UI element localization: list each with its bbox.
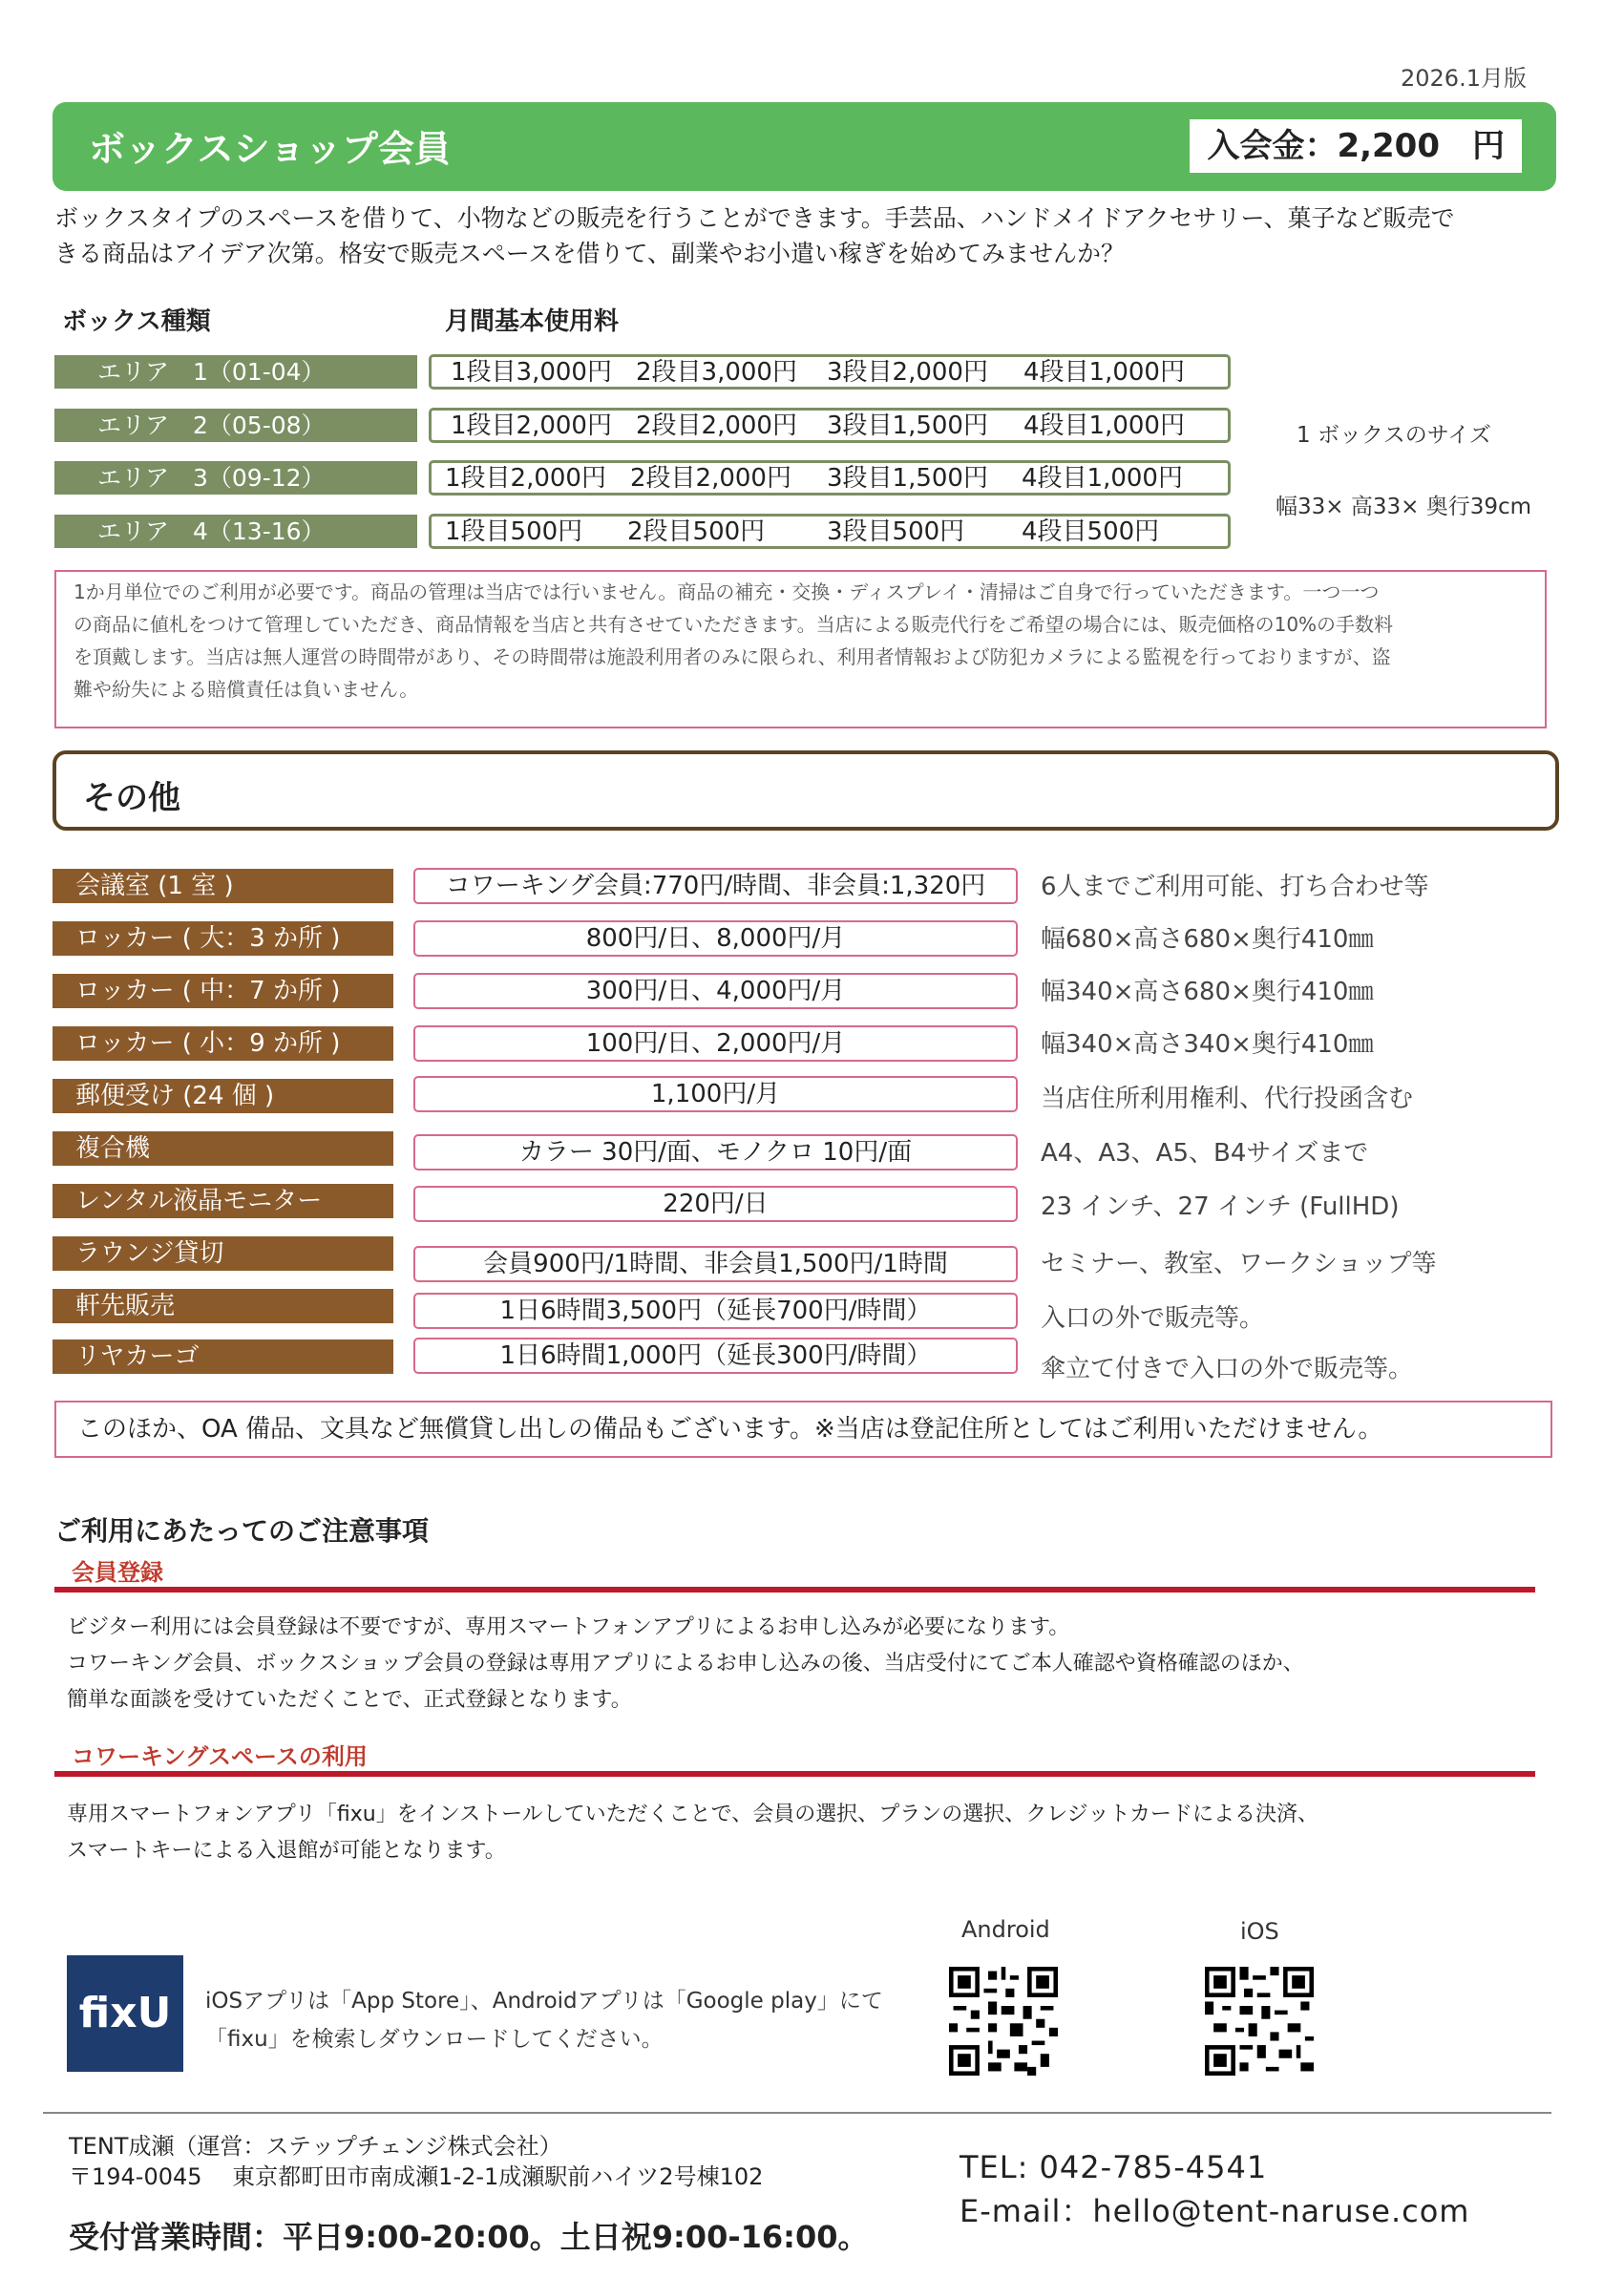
area-label-1: エリア 1（01-04）	[54, 355, 417, 389]
service-note-mailbox: 当店住所利用権利、代行投函含む	[1041, 1085, 1414, 1113]
service-label-locker-small: ロッカー ( 小：9 か所 )	[53, 1026, 393, 1061]
member-registration-text	[67, 1610, 1304, 1719]
member-registration-divider	[54, 1587, 1535, 1592]
notice-line-4: 難や紛失による賠償責任は負いません。	[74, 678, 419, 701]
service-note-locker-small: 幅340×高さ340×奥行410㎜	[1041, 1030, 1374, 1059]
service-note-copier: A4、A3、A5、B4サイズまで	[1041, 1139, 1369, 1168]
box-size-value: 幅33× 高33× 奥行39cm	[1276, 495, 1532, 519]
notice-line-3: を頂戴します。当店は無人運営の時間帯があり、その時間帯は施設利用者のみに限られ、利用者情報および防犯カメラによる監視を行っておりますが、盗	[74, 645, 1391, 668]
area-price-row-1	[429, 354, 1231, 390]
ios-label: iOS	[1240, 1918, 1279, 1945]
service-note-storefront: 入口の外で販売等。	[1041, 1304, 1265, 1333]
service-price-locker-small: 100円/日、2,000円/月	[413, 1025, 1018, 1062]
area-4-tier-4: 4段目500円	[1022, 517, 1160, 546]
service-label-locker-large: ロッカー ( 大：3 か所 )	[53, 921, 393, 956]
notice-line-2: の商品に値札をつけて管理していただき、商品情報を当店と共有させていただきます。当店による販売代行をご希望の場合には、販売価格の10%の手数料	[74, 613, 1394, 636]
area-price-row-4	[429, 514, 1231, 549]
service-price-locker-medium: 300円/日、4,000円/月	[413, 973, 1018, 1009]
service-label-lounge: ラウンジ貸切	[53, 1236, 393, 1271]
member-line-1: ビジター利用には会員登録は不要ですが、専用スマートフォンアプリによるお申し込みが必要になります。	[67, 1615, 1070, 1639]
contact-phone[interactable]: TEL: 042-785-4541	[960, 2149, 1268, 2185]
service-label-copier: 複合機	[53, 1131, 393, 1166]
footer-divider	[43, 2112, 1551, 2114]
service-price-monitor: 220円/日	[413, 1186, 1018, 1222]
area-1-tier-2: 2段目3,000円	[636, 358, 797, 387]
service-label-storefront: 軒先販売	[53, 1289, 393, 1323]
area-price-row-2	[429, 408, 1231, 443]
area-3-tier-1: 1段目2,000円	[445, 464, 606, 493]
service-price-storefront: 1日6時間3,500円（延長700円/時間）	[413, 1293, 1018, 1329]
service-label-monitor: レンタル液晶モニター	[53, 1184, 393, 1218]
box-shop-banner	[53, 102, 1556, 191]
area-4-tier-1: 1段目500円	[445, 517, 583, 546]
service-note-cart: 傘立て付きで入口の外で販売等。	[1041, 1355, 1414, 1383]
area-1-tier-4: 4段目1,000円	[1023, 358, 1185, 387]
coworking-usage-title: コワーキングスペースの利用	[72, 1743, 368, 1770]
android-label: Android	[961, 1916, 1050, 1943]
area-label-2: エリア 2（05-08）	[54, 409, 417, 442]
caution-title: ご利用にあたってのご注意事項	[54, 1515, 430, 1547]
contact-email[interactable]: E-mail：hello@tent-naruse.com	[960, 2193, 1470, 2229]
fixu-logo: fixU	[67, 1955, 183, 2072]
area-3-tier-4: 4段目1,000円	[1022, 464, 1183, 493]
box-shop-notice	[54, 570, 1547, 728]
member-registration-title: 会員登録	[72, 1559, 163, 1586]
service-price-copier: カラー 30円/面、モノクロ 10円/面	[413, 1134, 1018, 1171]
box-size-title: 1 ボックスのサイズ	[1297, 423, 1491, 448]
misc-equipment-note: このほか、OA 備品、文具など無償貸し出しの備品もございます。※当店は登記住所としてはご利用いただけません。	[54, 1401, 1552, 1458]
android-qr-code-icon[interactable]	[949, 1967, 1058, 2076]
other-title: その他	[83, 779, 180, 817]
service-note-locker-large: 幅680×高さ680×奥行410㎜	[1041, 925, 1374, 954]
other-section-header	[53, 750, 1559, 831]
intro-line-1: ボックスタイプのスペースを借りて、小物などの販売を行うことができます。手芸品、ハンドメイドアクセサリー、菓子など販売で	[54, 204, 1455, 232]
service-price-lounge: 会員900円/1時間、非会員1,500円/1時間	[413, 1246, 1018, 1282]
service-price-meeting-room: コワーキング会員:770円/時間、非会員:1,320円	[413, 868, 1018, 904]
edition-label: 2026.1月版	[1401, 65, 1527, 92]
area-3-tier-3: 3段目1,500円	[827, 464, 988, 493]
service-label-meeting-room: 会議室 (1 室 )	[53, 869, 393, 903]
app-line-2: 「fixu」を検索しダウンロードしてください。	[205, 2027, 664, 2052]
area-3-tier-2: 2段目2,000円	[630, 464, 791, 493]
service-note-monitor: 23 インチ、27 インチ (FullHD)	[1041, 1192, 1400, 1221]
monthly-fee-header: 月間基本使用料	[445, 307, 620, 336]
coworking-usage-text	[67, 1797, 1318, 1869]
app-line-1: iOSアプリは「App Store」、Androidアプリは「Google play」にて	[205, 1989, 883, 2014]
notice-line-1: 1か月単位でのご利用が必要です。商品の管理は当店では行いません。商品の補充・交換・ディスプレイ・清掃はご自身で行っていただきます。一つ一つ	[74, 580, 1380, 603]
area-1-tier-3: 3段目2,000円	[827, 358, 988, 387]
area-4-tier-3: 3段目500円	[827, 517, 965, 546]
service-price-locker-large: 800円/日、8,000円/月	[413, 920, 1018, 957]
cowork-line-2: スマートキーによる入退館が可能となります。	[67, 1839, 506, 1863]
service-label-locker-medium: ロッカー ( 中：7 か所 )	[53, 974, 393, 1008]
area-2-tier-4: 4段目1,000円	[1023, 411, 1185, 440]
service-note-meeting-room: 6人までご利用可能、打ち合わせ等	[1041, 873, 1429, 901]
cowork-line-1: 専用スマートフォンアプリ「fixu」をインストールしていただくことで、会員の選択、プランの選択、クレジットカードによる決済、	[67, 1803, 1318, 1826]
company-name: TENT成瀬（運営：ステップチェンジ株式会社）	[69, 2133, 562, 2160]
area-2-tier-2: 2段目2,000円	[636, 411, 797, 440]
box-type-header: ボックス種類	[62, 307, 211, 336]
business-hours: 受付営業時間：平日9:00-20:00。土日祝9:00-16:00。	[69, 2219, 869, 2255]
service-label-cart: リヤカーゴ	[53, 1339, 393, 1374]
area-label-4: エリア 4（13-16）	[54, 515, 417, 548]
entry-fee: 入会金：2,200 円	[1190, 119, 1522, 173]
service-price-cart: 1日6時間1,000円（延長300円/時間）	[413, 1338, 1018, 1374]
coworking-usage-divider	[54, 1771, 1535, 1777]
service-price-mailbox: 1,100円/月	[413, 1076, 1018, 1112]
area-4-tier-2: 2段目500円	[627, 517, 766, 546]
member-line-2: コワーキング会員、ボックスショップ会員の登録は専用アプリによるお申し込みの後、当店受付にてご本人確認や資格確認のほか、	[67, 1652, 1304, 1676]
area-1-tier-1: 1段目3,000円	[451, 358, 612, 387]
area-price-row-3	[429, 460, 1231, 496]
company-address: 〒194-0045 東京都町田市南成瀬1-2-1成瀬駅前ハイツ2号棟102	[69, 2163, 764, 2190]
service-note-lounge: セミナー、教室、ワークショップ等	[1041, 1250, 1437, 1278]
area-label-3: エリア 3（09-12）	[54, 461, 417, 495]
intro-line-2: きる商品はアイデア次第。格安で販売スペースを借りて、副業やお小遣い稼ぎを始めてみませんか？	[54, 240, 1126, 267]
member-line-3: 簡単な面談を受けていただくことで、正式登録となります。	[67, 1688, 632, 1712]
area-2-tier-3: 3段目1,500円	[827, 411, 988, 440]
ios-qr-code-icon[interactable]	[1205, 1967, 1314, 2076]
area-2-tier-1: 1段目2,000円	[451, 411, 612, 440]
box-shop-title: ボックスショップ会員	[89, 128, 451, 170]
service-note-locker-medium: 幅340×高さ680×奥行410㎜	[1041, 978, 1374, 1006]
box-shop-intro	[54, 200, 1544, 271]
service-label-mailbox: 郵便受け (24 個 )	[53, 1079, 393, 1113]
app-download-text	[205, 1982, 883, 2058]
